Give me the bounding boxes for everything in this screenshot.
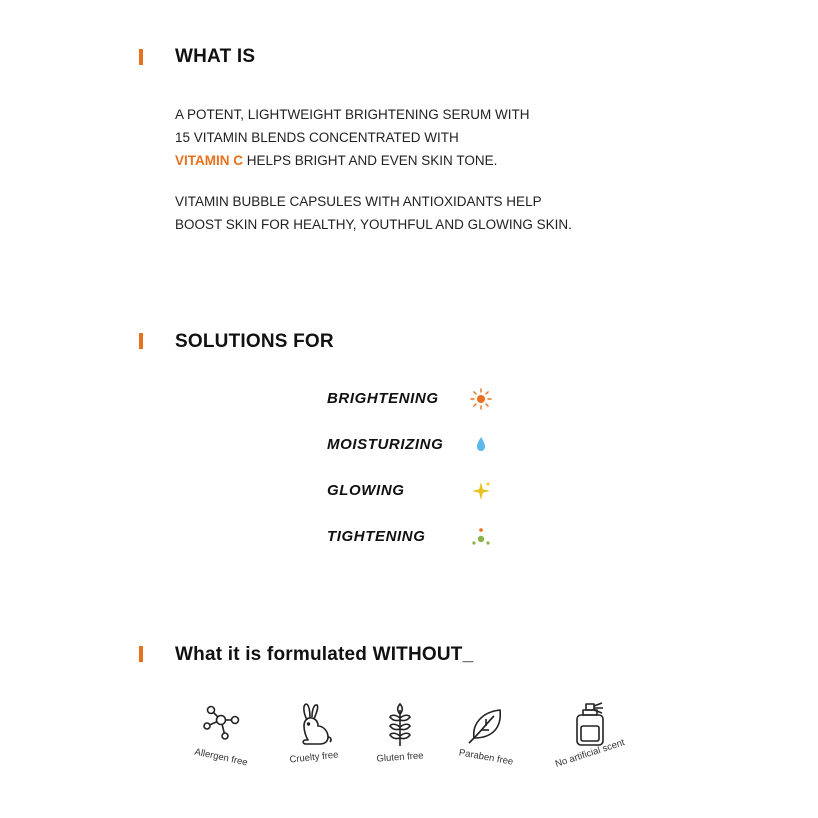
vitamin-c-highlight: VITAMIN C [175, 153, 243, 168]
paraben-free-item [436, 700, 536, 780]
rabbit-icon [290, 700, 338, 748]
solution-label: MOISTURIZING [327, 436, 444, 453]
section-marker-without [139, 646, 143, 662]
no-artificial-scent-item [540, 700, 640, 780]
solution-label: GLOWING [327, 482, 405, 499]
paragraph-2-line-2: BOOST SKIN FOR HEALTHY, YOUTHFUL AND GLOWING SKIN. [175, 217, 572, 232]
leaf-icon [462, 700, 510, 748]
paragraph-1-line-3-rest: HELPS BRIGHT AND EVEN SKIN TONE. [243, 153, 498, 168]
molecule-icon [469, 525, 493, 549]
paragraph-2-line-1: VITAMIN BUBBLE CAPSULES WITH ANTIOXIDANTS HELP [175, 194, 542, 209]
what-is-paragraph-2 [175, 190, 572, 236]
section-title-solutions: SOLUTIONS FOR [175, 331, 334, 352]
solution-tightening [327, 528, 527, 550]
sparkle-icon [469, 479, 493, 503]
free-label: Gluten free [376, 750, 424, 765]
solution-label: TIGHTENING [327, 528, 426, 545]
section-title-what-is: WHAT IS [175, 46, 256, 67]
free-label: No artificial scent [553, 737, 627, 770]
droplet-icon [469, 433, 493, 457]
section-marker-what-is [139, 49, 143, 65]
section-title-without: What it is formulated WITHOUT_ [175, 644, 474, 665]
free-label: Cruelty free [288, 749, 339, 766]
paragraph-1-line-3 [175, 149, 530, 172]
molecule-structure-icon [197, 700, 245, 748]
what-is-paragraph-1 [175, 103, 530, 172]
free-label: Allergen free [193, 746, 249, 769]
cruelty-free-item [264, 700, 364, 780]
solution-moisturizing [327, 436, 527, 458]
sun-icon [469, 387, 493, 411]
solution-label: BRIGHTENING [327, 390, 439, 407]
free-label: Paraben free [457, 747, 515, 768]
section-marker-solutions [139, 333, 143, 349]
solution-brightening [327, 390, 527, 412]
paragraph-1-line-1: A POTENT, LIGHTWEIGHT BRIGHTENING SERUM WITH [175, 107, 530, 122]
wheat-icon [376, 700, 424, 748]
gluten-free-item [350, 700, 450, 780]
perfume-bottle-icon [566, 700, 614, 748]
allergen-free-item [171, 700, 271, 780]
solution-glowing [327, 482, 527, 504]
paragraph-1-line-2: 15 VITAMIN BLENDS CONCENTRATED WITH [175, 130, 459, 145]
